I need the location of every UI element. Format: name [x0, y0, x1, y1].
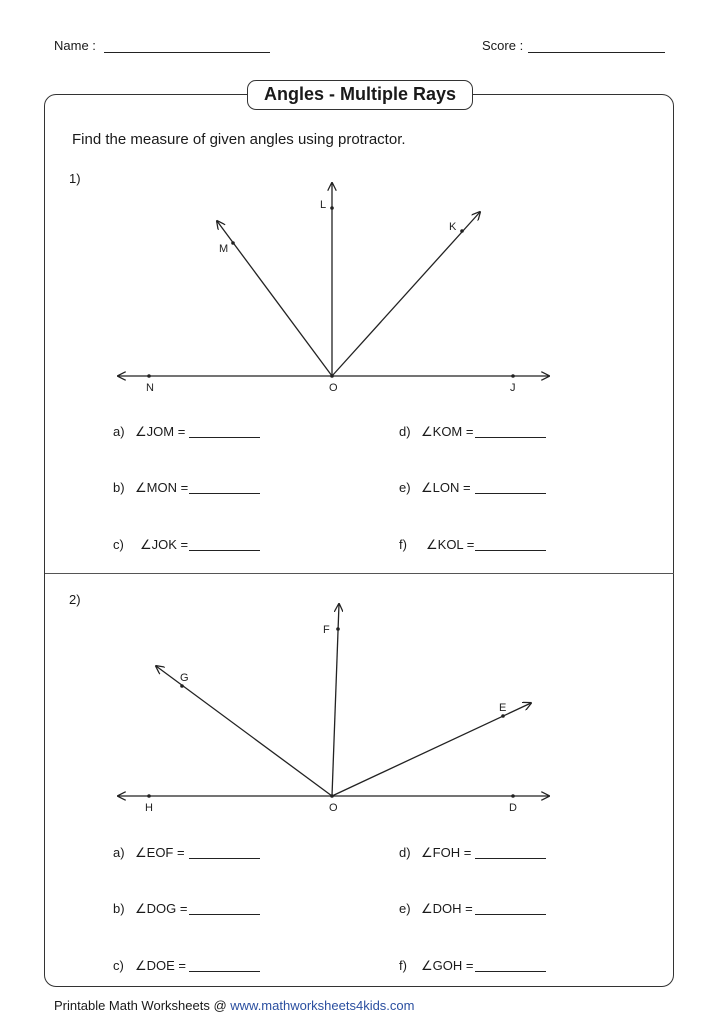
answer-2f-blank[interactable]: [475, 971, 546, 972]
figure-2-points: [147, 627, 515, 798]
label-g: G: [180, 672, 189, 684]
question-1b: b) ∠MON =: [113, 480, 189, 495]
point-k: [460, 229, 464, 233]
question-2f: f) ∠GOH =: [399, 958, 474, 973]
answer-1a-blank[interactable]: [189, 437, 260, 438]
label-d: D: [509, 802, 517, 814]
point-e: [501, 714, 505, 718]
question-2e: e) ∠DOH =: [399, 901, 473, 916]
label-m: M: [219, 243, 229, 255]
label-l: L: [320, 199, 327, 211]
label-o: O: [329, 382, 338, 394]
point-h: [147, 794, 151, 798]
instruction-text: Find the measure of given angles using protractor.: [72, 131, 406, 148]
question-1f: f) ∠KOL =: [399, 537, 475, 552]
question-1d: d) ∠KOM =: [399, 424, 474, 439]
question-1c: c) ∠JOK =: [113, 537, 189, 552]
problem-1-number: 1): [69, 171, 81, 186]
label-k: K: [449, 221, 457, 233]
figure-1: [118, 183, 549, 376]
question-1e: e) ∠LON =: [399, 480, 471, 495]
label-j: J: [510, 382, 516, 394]
name-label: Name :: [54, 38, 96, 53]
answer-2c-blank[interactable]: [189, 971, 260, 972]
label-h: H: [145, 802, 153, 814]
answer-2a-blank[interactable]: [189, 858, 260, 859]
answer-2b-blank[interactable]: [189, 914, 260, 915]
question-2a: a) ∠EOF =: [113, 845, 185, 860]
answer-2d-blank[interactable]: [475, 858, 546, 859]
point-o: [330, 374, 334, 378]
worksheet-title: Angles - Multiple Rays: [247, 80, 473, 110]
question-2c: c) ∠DOE =: [113, 958, 187, 973]
point-l: [330, 206, 334, 210]
question-2b: b) ∠DOG =: [113, 901, 188, 916]
point-n: [147, 374, 151, 378]
ray-oe: [332, 703, 531, 796]
answer-1d-blank[interactable]: [475, 437, 546, 438]
footer: [54, 998, 414, 1013]
answer-1c-blank[interactable]: [189, 550, 260, 551]
question-2d: d) ∠FOH =: [399, 845, 472, 860]
score-label: Score :: [482, 38, 524, 53]
ray-of: [332, 604, 339, 796]
label-o2: O: [329, 802, 338, 814]
figure-2: [118, 604, 549, 796]
question-1a: a) ∠JOM =: [113, 424, 186, 439]
point-j: [511, 374, 515, 378]
answer-2e-blank[interactable]: [475, 914, 546, 915]
label-f: F: [323, 624, 330, 636]
problem-2-number: 2): [69, 592, 81, 607]
label-e: E: [499, 702, 507, 714]
point-g: [180, 684, 184, 688]
footer-link[interactable]: www.mathworksheets4kids.com: [230, 998, 415, 1013]
ray-ok: [332, 212, 480, 376]
point-f: [336, 627, 340, 631]
answer-1f-blank[interactable]: [475, 550, 546, 551]
point-d: [511, 794, 515, 798]
answer-1e-blank[interactable]: [475, 493, 546, 494]
point-o2: [330, 794, 334, 798]
figure-1-points: [147, 206, 515, 378]
footer-prefix: Printable Math Worksheets @: [54, 998, 231, 1013]
answer-1b-blank[interactable]: [189, 493, 260, 494]
label-n: N: [146, 382, 154, 394]
point-m: [231, 241, 235, 245]
